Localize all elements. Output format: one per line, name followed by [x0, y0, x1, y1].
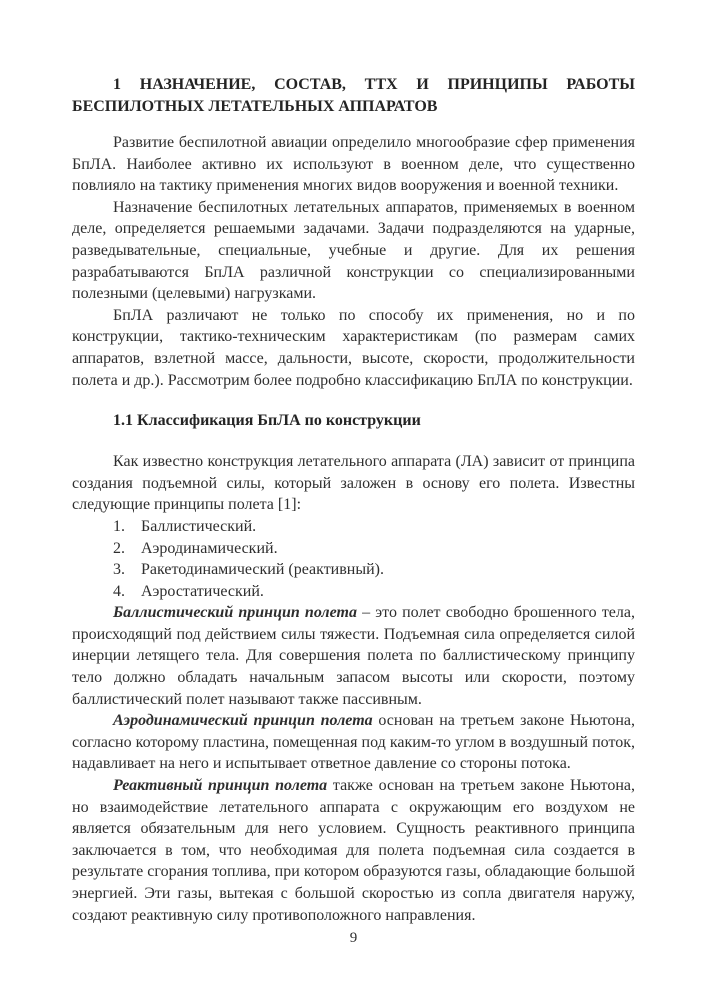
chapter-heading-line1: 1 НАЗНАЧЕНИЕ, СОСТАВ, ТТХ И ПРИНЦИПЫ РАБОТЫ	[113, 76, 635, 93]
list-item	[72, 538, 635, 560]
list-item	[72, 559, 635, 581]
paragraph-uav-purpose: Назначение беспилотных летательных аппаратов, применяемых в военном деле, определяется решаемыми задачами. Задачи подразделяются на ударные, разведывательные, специальные, учебные и другие. Для их решения разрабатываются БпЛА различной конструкции со специализированными полезными (целевыми) нагрузками.	[72, 198, 635, 303]
list-item-number: 4.	[113, 582, 125, 600]
page-number: 9	[349, 930, 358, 946]
paragraph-ballistic-principle	[72, 602, 635, 710]
list-item-text: Аэродинамический.	[141, 539, 278, 557]
list-item-number: 1.	[113, 517, 125, 535]
paragraph-uav-distinction: БпЛА различают не только по способу их применения, но и по конструкции, тактико-техническим характеристикам (по размерам самих аппаратов, взлетной массе, дальности, высоте, скорости, продолжительности полета и др.). Рассмотрим более подробно классификацию БпЛА по конструкции.	[72, 306, 635, 389]
chapter-heading	[72, 74, 635, 118]
paragraph-section-lead: Как известно конструкция летательного аппарата (ЛА) зависит от принципа создания подъемной силы, который заложен в основу его полета. Известны следующие принципы полета [1]:	[72, 453, 635, 514]
list-item-number: 2.	[113, 539, 125, 557]
reactive-principle-text: также основан на третьем законе Ньютона, но взаимодействие летательного аппарата с окружающим его воздухом не является обязательным для него условием. Сущность реактивного принципа заключается в том, что необходимая для полета подъемная сила создается в результате сгорания топлива, при котором образуются газы, обладающие большой энергией. Эти газы, вытекая с большой скоростью из сопла двигателя наружу, создают реактивную силу противоположного направления.	[72, 777, 636, 924]
list-item-text: Баллистический.	[141, 517, 257, 535]
list-item	[72, 581, 635, 603]
section-heading: 1.1 Классификация БпЛА по конструкции	[113, 412, 421, 430]
ballistic-principle-term: Баллистический принцип полета	[113, 604, 357, 622]
paragraph-uav-development: Развитие беспилотной авиации определило многообразие сфер применения БпЛА. Наиболее активно их используют в военном деле, что существенно повлияло на тактику применения многих видов вооружения и военной техники.	[72, 134, 635, 195]
page-content	[72, 74, 635, 926]
paragraph-aerodynamic-principle	[72, 710, 635, 775]
list-item-number: 3.	[113, 561, 125, 579]
list-item-text: Аэростатический.	[141, 582, 264, 600]
reactive-principle-term: Реактивный принцип полета	[113, 777, 328, 795]
list-item	[72, 516, 635, 538]
aerodynamic-principle-term: Аэродинамический принцип полета	[113, 712, 373, 730]
aerodynamic-principle-text: основан на третьем законе Ньютона, согласно которому пластина, помещенная под каким-то углом в воздушный поток, надавливает на него и испытывает ответное давление со стороны потока.	[72, 712, 636, 773]
ballistic-principle-text: – это полет свободно брошенного тела, происходящий под действием силы тяжести. Подъемная сила определяется силой инерции летящего тела. Для совершения полета по баллистическому принципу тело должно обладать начальным запасом высоты или скорости, поэтому баллистический полет называют также пассивным.	[72, 604, 635, 708]
chapter-heading-line2: БЕСПИЛОТНЫХ ЛЕТАТЕЛЬНЫХ АППАРАТОВ	[72, 98, 438, 115]
flight-principles-list	[72, 516, 635, 602]
paragraph-reactive-principle	[72, 775, 635, 926]
list-item-text: Ракетодинамический (реактивный).	[141, 561, 384, 579]
